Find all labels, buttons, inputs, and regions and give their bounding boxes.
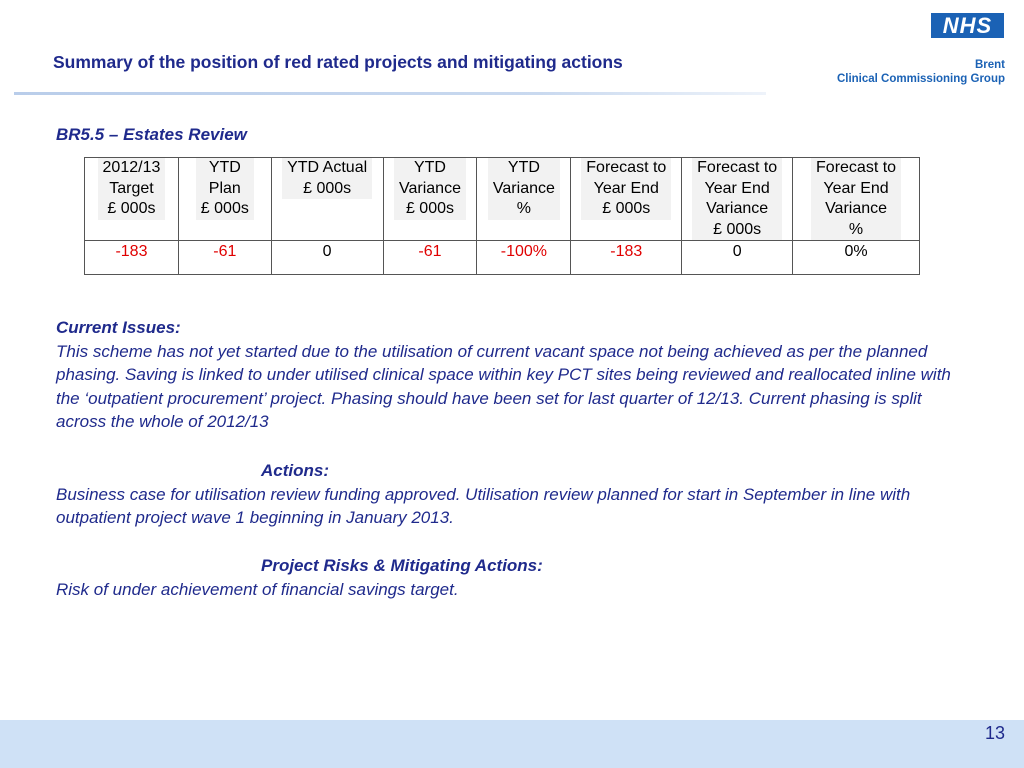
column-header — [477, 158, 571, 241]
table-cell: -61 — [383, 241, 477, 275]
column-header-line: £ 000s — [200, 200, 249, 217]
column-header-line: £ 000s — [713, 220, 762, 238]
column-header-line: Year End — [704, 179, 770, 197]
table-cell: 0 — [271, 241, 383, 275]
column-header-line: Plan — [208, 179, 241, 197]
risks-text: Risk of under achievement of financial savings target. — [56, 579, 459, 599]
column-header-line: Year End — [593, 179, 659, 197]
column-header-line: Variance — [706, 200, 769, 217]
slide-title: Summary of the position of red rated projects and mitigating actions — [53, 52, 623, 72]
column-header-label — [488, 158, 560, 220]
column-header-line: Forecast to — [586, 159, 667, 176]
column-header-line: YTD — [507, 159, 540, 176]
column-header-label — [394, 158, 466, 220]
column-header-label — [692, 158, 782, 240]
column-header-label — [196, 158, 254, 220]
column-header-label — [581, 158, 671, 220]
column-header-line: £ 000s — [602, 200, 651, 217]
risks-block — [56, 554, 976, 601]
column-header-line: YTD — [208, 159, 241, 176]
column-header — [271, 158, 383, 241]
table-cell: 0 — [682, 241, 793, 275]
column-header-line: Forecast to — [816, 159, 897, 176]
org-name-line1: Brent — [974, 59, 1005, 71]
actions-block — [56, 459, 976, 530]
column-header-line: Variance — [492, 179, 555, 197]
column-header — [682, 158, 793, 241]
current-issues-block — [56, 316, 976, 434]
column-header-line: % — [516, 200, 532, 217]
section-title: BR5.5 – Estates Review — [56, 125, 247, 144]
column-header-label — [98, 158, 166, 220]
column-header-line: Target — [109, 179, 154, 197]
column-header-line: Year End — [823, 179, 889, 197]
table-cell: -183 — [85, 241, 179, 275]
column-header — [178, 158, 271, 241]
table-cell: -61 — [178, 241, 271, 275]
org-name — [837, 58, 1005, 86]
column-header-line: £ 000s — [405, 200, 454, 217]
column-header-line: 2012/13 — [102, 159, 161, 176]
table-header-row — [85, 158, 920, 241]
title-underline — [14, 92, 766, 95]
financial-summary-table — [84, 157, 920, 275]
column-header-line: £ 000s — [303, 179, 352, 197]
footer-band — [0, 720, 1024, 768]
column-header-label — [282, 158, 372, 199]
table-row — [85, 241, 920, 275]
column-header-line: Variance — [825, 200, 888, 217]
org-name-line2: Clinical Commissioning Group — [836, 73, 1005, 85]
column-header — [571, 158, 682, 241]
table-cell: -183 — [571, 241, 682, 275]
column-header — [85, 158, 179, 241]
column-header — [383, 158, 477, 241]
page-number: 13 — [984, 723, 1005, 743]
table-cell: -100% — [477, 241, 571, 275]
risks-heading: Project Risks & Mitigating Actions: — [261, 556, 543, 575]
column-header-line: % — [848, 220, 864, 238]
column-header-label — [811, 158, 901, 240]
column-header-line: Forecast to — [697, 159, 778, 176]
current-issues-text: This scheme has not yet started due to the utilisation of current vacant space not being achieved as per the planned phasing. Saving is linked to under utilised clinical space within key PCT sites being reviewed and reallocated inline with the ‘outpatient procurement’ project. Phasing should have been set for last quarter of 12/13. Current phasing is split across the whole of 2012/13 — [56, 341, 951, 431]
actions-text: Business case for utilisation review funding approved. Utilisation review planned for start in September in line with outpatient project wave 1 beginning in January 2013. — [56, 484, 911, 527]
column-header — [793, 158, 920, 241]
column-header-line: YTD Actual — [287, 159, 368, 176]
table-cell: 0% — [793, 241, 920, 275]
actions-heading: Actions: — [261, 461, 329, 480]
current-issues-heading: Current Issues: — [56, 318, 181, 337]
column-header-line: YTD — [413, 159, 446, 176]
column-header-line: £ 000s — [107, 200, 156, 217]
column-header-line: Variance — [399, 179, 461, 197]
nhs-logo: NHS — [931, 13, 1004, 38]
